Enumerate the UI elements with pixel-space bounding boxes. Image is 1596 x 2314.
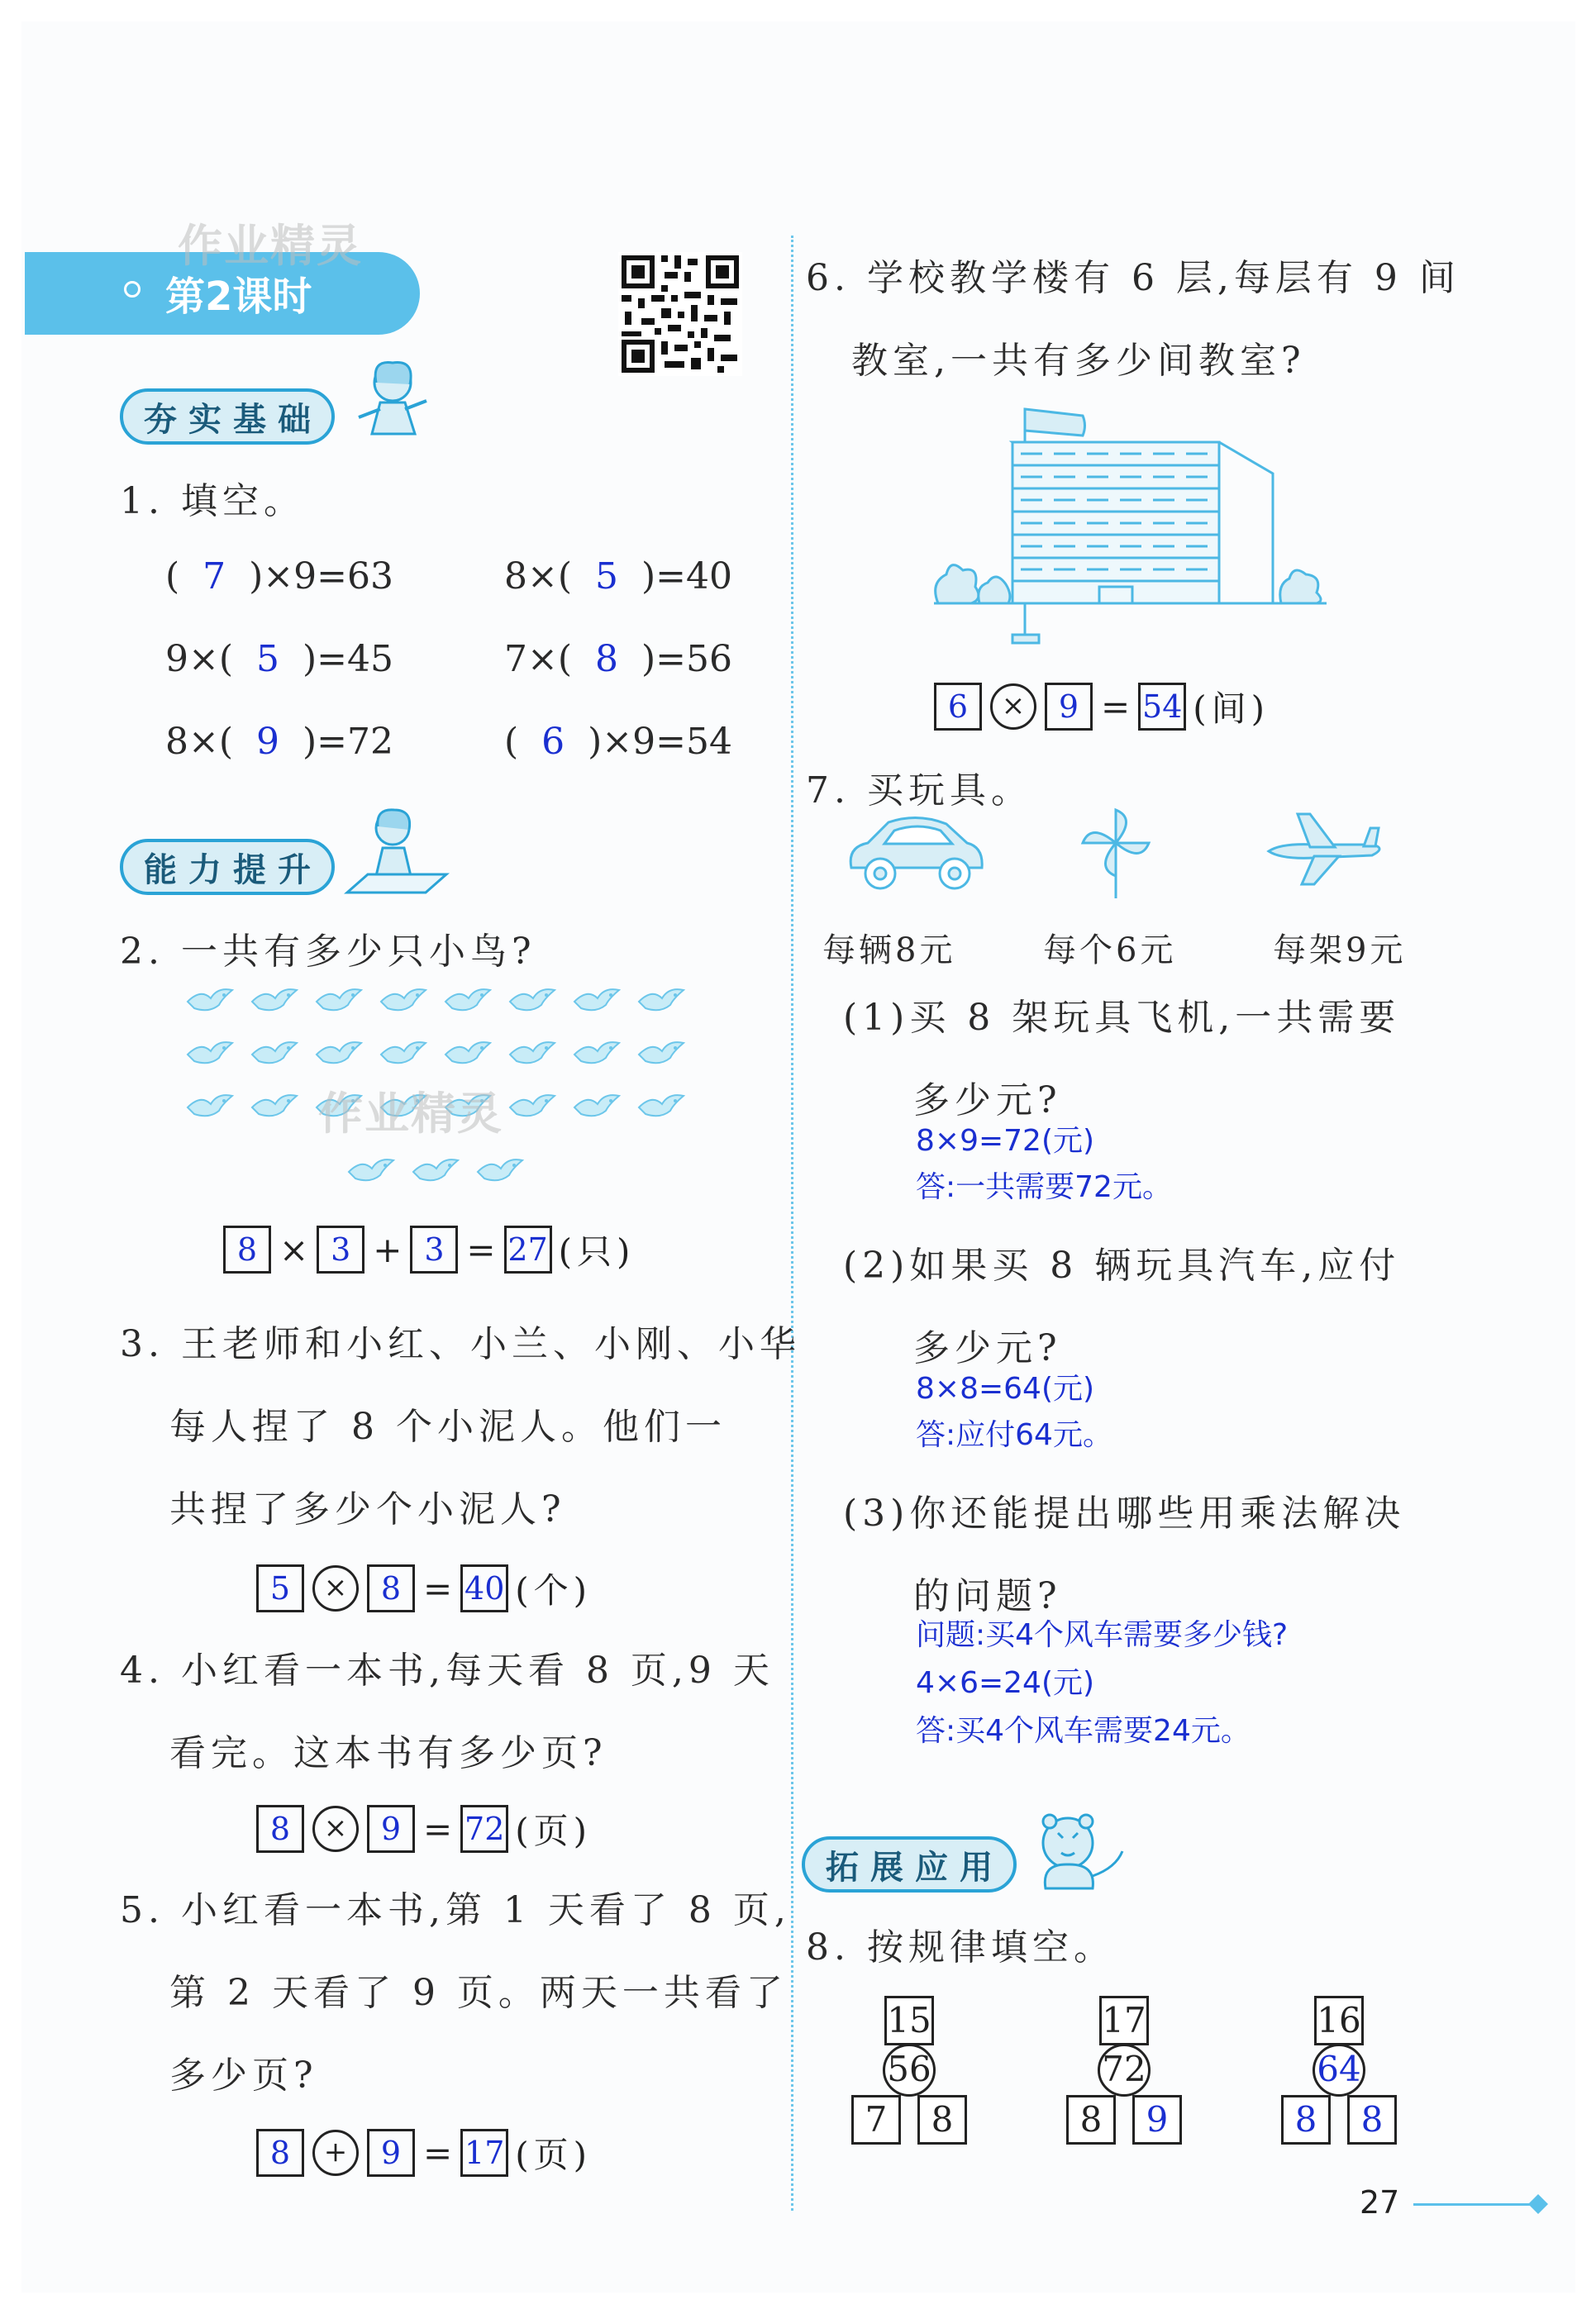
q5-line-1: 5. 小红看一本书,第 1 天看了 8 页, [120, 1889, 791, 1931]
q1-row-3: 9×( 5 )=45 [165, 638, 394, 680]
q8-right-box: 8 [1347, 2095, 1397, 2145]
q4-equation: 8 × 9 = 72 (页) [256, 1804, 592, 1854]
q7-p1-line-1: (1)买 8 架玩具飞机,一共需要 [843, 997, 1401, 1039]
q8-mid-circle: 64 [1313, 2044, 1365, 2097]
q4-box-1: 8 [256, 1805, 304, 1853]
price-car: 每辆8元 [822, 931, 956, 969]
section-ability: 能力提升 [120, 839, 335, 895]
q8-group-2 [1066, 1996, 1182, 2161]
q7-p3-answer-2: 4×6=24(元) [916, 1666, 1095, 1700]
q8-top-box: 16 [1314, 1996, 1364, 2045]
plus-circle-icon: + [312, 2130, 359, 2176]
q5-line-3: 多少页? [169, 2055, 318, 2097]
q8-top-box: 15 [884, 1996, 934, 2045]
q7-p2-answer-1: 8×8=64(元) [916, 1372, 1095, 1406]
q3-box-2: 8 [367, 1564, 415, 1612]
q1-row-4: 7×( 8 )=56 [504, 638, 733, 680]
q1-title: 1. 填空。 [120, 480, 305, 522]
section-basic: 夯实基础 [120, 388, 335, 445]
q6-equation: 6 × 9 = 54 (间) [934, 682, 1270, 731]
q5-equation: 8 + 9 = 17 (页) [256, 2128, 592, 2178]
q8-group-3 [1281, 1996, 1397, 2161]
diamond-icon [1527, 2193, 1549, 2215]
toy-plane-icon [1265, 810, 1389, 888]
q5-box-3: 17 [460, 2129, 508, 2177]
q8-left-box: 7 [851, 2095, 901, 2145]
q1-row-1: ( 7 )×9=63 [165, 555, 394, 598]
q7-p1-line-2: 多少元? [913, 1079, 1062, 1121]
q1-answer-2: 5 [595, 555, 619, 598]
q7-p3-line-1: (3)你还能提出哪些用乘法解决 [843, 1493, 1406, 1535]
q7-p3-answer-3: 答:买4个风车需要24元。 [916, 1714, 1251, 1748]
toy-car-icon [843, 806, 988, 897]
q7-p3-line-2: 的问题? [913, 1575, 1062, 1617]
q4-line-2: 看完。这本书有多少页? [169, 1732, 607, 1774]
q8-group-1 [851, 1996, 967, 2161]
q7-p2-line-2: 多少元? [913, 1327, 1062, 1369]
q3-line-1: 3. 王老师和小红、小兰、小刚、小华 [120, 1323, 801, 1365]
q2-box-2: 3 [317, 1226, 364, 1274]
q1-answer-5: 9 [256, 721, 280, 763]
q3-box-3: 40 [460, 1564, 508, 1612]
q1-row-2: 8×( 5 )=40 [504, 555, 733, 598]
watermark-middle: 作业精灵 [318, 1088, 503, 1140]
q8-top-box: 17 [1099, 1996, 1149, 2045]
price-pinwheel: 每个6元 [1043, 931, 1177, 969]
times-circle-icon: × [990, 683, 1036, 730]
q2-title: 2. 一共有多少只小鸟? [120, 931, 536, 973]
q8-right-box: 8 [917, 2095, 967, 2145]
q6-box-2: 9 [1045, 683, 1093, 731]
q3-line-2: 每人捏了 8 个小泥人。他们一 [169, 1406, 727, 1448]
kid-mascot-icon [347, 351, 438, 442]
q7-p1-answer-1: 8×9=72(元) [916, 1124, 1095, 1158]
q5-box-2: 9 [367, 2129, 415, 2177]
q2-box-3: 3 [410, 1226, 458, 1274]
q1-answer-4: 8 [595, 638, 619, 680]
q5-box-1: 8 [256, 2129, 304, 2177]
watermark-top: 作业精灵 [178, 220, 363, 272]
q8-right-box: 9 [1132, 2095, 1182, 2145]
q7-p3-answer-1: 问题:买4个风车需要多少钱? [916, 1618, 1289, 1652]
column-divider [791, 236, 793, 2211]
pinwheel-icon [1079, 806, 1153, 901]
q1-answer-1: 7 [202, 555, 226, 598]
q3-equation: 5 × 8 = 40 (个) [256, 1564, 592, 1613]
bullet-icon [124, 281, 141, 298]
times-circle-icon: × [312, 1565, 359, 1612]
lesson-title: 第2课时 [165, 274, 312, 320]
page-line [1413, 2203, 1537, 2206]
q6-line-1: 6. 学校教学楼有 6 层,每层有 9 间 [806, 257, 1460, 299]
q8-left-box: 8 [1066, 2095, 1116, 2145]
q2-box-1: 8 [223, 1226, 271, 1274]
q4-line-1: 4. 小红看一本书,每天看 8 页,9 天 [120, 1650, 774, 1692]
q8-mid-circle: 72 [1098, 2044, 1151, 2097]
q2-equation: 8 × 3 + 3 = 27 (只) [223, 1225, 635, 1274]
q5-line-2: 第 2 天看了 9 页。两天一共看了 [169, 1972, 788, 2014]
q8-left-box: 8 [1281, 2095, 1331, 2145]
q1-row-6: ( 6 )×9=54 [504, 721, 733, 763]
q3-line-3: 共捏了多少个小泥人? [169, 1488, 566, 1531]
q4-box-2: 9 [367, 1805, 415, 1853]
q8-mid-circle: 56 [883, 2044, 936, 2097]
times-circle-icon: × [312, 1806, 359, 1852]
section-extend: 拓展应用 [802, 1836, 1017, 1893]
q8-title: 8. 按规律填空。 [806, 1926, 1115, 1969]
q6-line-2: 教室,一共有多少间教室? [851, 340, 1306, 382]
q7-p2-line-1: (2)如果买 8 辆玩具汽车,应付 [843, 1245, 1401, 1287]
q1-answer-6: 6 [541, 721, 565, 763]
price-plane: 每架9元 [1273, 931, 1407, 969]
q1-answer-3: 5 [256, 638, 280, 680]
page-number: 27 [1360, 2184, 1400, 2221]
q4-box-3: 72 [460, 1805, 508, 1853]
q3-box-1: 5 [256, 1564, 304, 1612]
q7-title: 7. 买玩具。 [806, 769, 1032, 812]
q6-box-3: 54 [1138, 683, 1186, 731]
tiger-mascot-icon [1025, 1810, 1132, 1901]
q2-box-4: 27 [504, 1226, 552, 1274]
qr-code-icon [618, 252, 742, 376]
q7-p2-answer-2: 答:应付64元。 [916, 1418, 1112, 1452]
q7-p1-answer-2: 答:一共需要72元。 [916, 1170, 1172, 1204]
q1-row-5: 8×( 9 )=72 [165, 721, 394, 763]
kid-writing-icon [343, 802, 450, 901]
q6-box-1: 6 [934, 683, 982, 731]
school-building-illustration [930, 401, 1331, 645]
